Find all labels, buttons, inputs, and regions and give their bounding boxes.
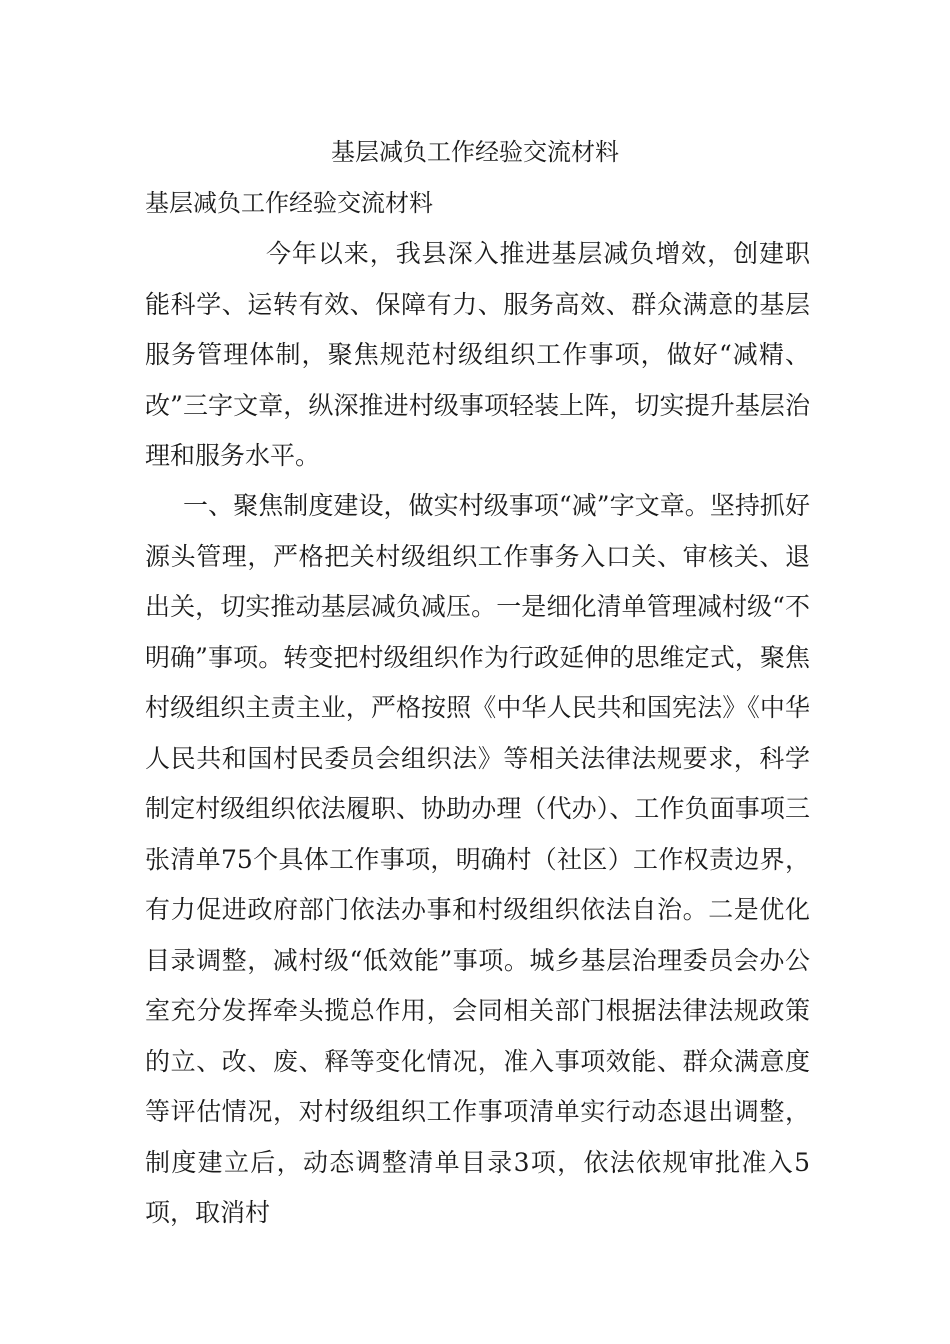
paragraph-section-one-text: 一、聚焦制度建设，做实村级事项“减”字文章。坚持抓好源头管理，严格把关村级组织工作事务入口关、审核关、退出关，切实推动基层减负减压。一是细化清单管理减村级“不明确”事项。转变把村级组织作为行政延伸的思维定式，聚焦村级组织主责主业，严格按照《中华人民共和国宪法》《中华人民共和国村民委员会组织法》等相关法律法规要求，科学制定村级组织依法履职、协助办理（代办）、工作负面事项三张清单75个具体工作事项，明确村（社区）工作权责边界，有力促进政府部门依法办事和村级组织依法自治。二是优化目录调整，减村级“低效能”事项。城乡基层治理委员会办公室充分发挥牵头揽总作用，会同相关部门根据法律法规政策的立、改、废、释等变化情况，准入事项效能、群众满意度等评估情况，对村级组织工作事项清单实行动态退出调整，制度建立后，动态调整清单目录3项，依法依规审批准入5项，取消村	[145, 491, 810, 1227]
paragraph-intro	[145, 229, 810, 482]
paragraph-section-one	[145, 481, 810, 1239]
document-subtitle: 基层减负工作经验交流材料	[145, 189, 433, 217]
document-title: 基层减负工作经验交流材料	[331, 138, 619, 166]
paragraph-intro-text: 今年以来，我县深入推进基层减负增效，创建职能科学、运转有效、保障有力、服务高效、群众满意的基层服务管理体制，聚焦规范村级组织工作事项，做好“减精、改”三字文章，纵深推进村级事项轻装上阵，切实提升基层治理和服务水平。	[145, 239, 810, 470]
